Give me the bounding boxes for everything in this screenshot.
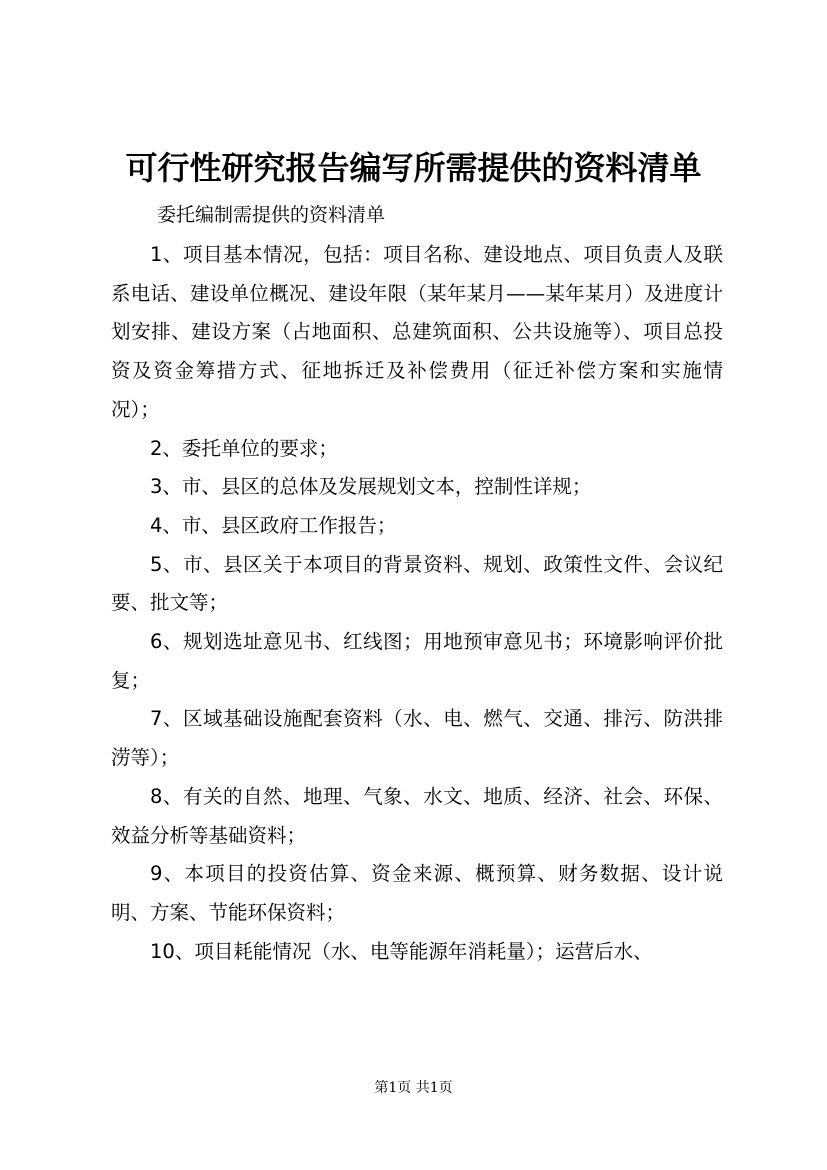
list-item: 6、规划选址意见书、红线图；用地预审意见书；环境影响评价批复； — [111, 630, 723, 692]
list-item: 5、市、县区关于本项目的背景资料、规划、政策性文件、会议纪要、批文等； — [111, 552, 723, 615]
list-item: 8、有关的自然、地理、气象、水文、地质、经济、社会、环保、效益分析等基础资料； — [111, 784, 723, 847]
page-footer: 第1页 共1页 — [374, 1080, 453, 1096]
list-item: 9、本项目的投资估算、资金来源、概预算、财务数据、设计说明、方案、节能环保资料； — [111, 862, 723, 924]
list-item: 4、市、县区政府工作报告； — [150, 513, 397, 537]
list-item: 3、市、县区的总体及发展规划文本，控制性详规； — [150, 475, 592, 499]
list-item: 2、委托单位的要求； — [150, 436, 338, 460]
list-item: 7、区域基础设施配套资料（水、电、燃气、交通、排污、防洪排涝等）； — [111, 707, 723, 770]
document-title: 可行性研究报告编写所需提供的资料清单 — [125, 149, 702, 187]
list-item: 10、项目耗能情况（水、电等能源年消耗量）；运营后水、 — [150, 939, 653, 963]
document-body — [111, 236, 723, 971]
list-item: 1、项目基本情况，包括：项目名称、建设地点、项目负责人及联系电话、建设单位概况、建设年限（某年某月——某年某月）及进度计划安排、建设方案（占地面积、总建筑面积、公共设施等）、项目总投资及资金筹措方式、征地拆迁及补偿费用（征迁补偿方案和实施情况）； — [111, 243, 723, 421]
document-subtitle: 委托编制需提供的资料清单 — [157, 204, 386, 226]
